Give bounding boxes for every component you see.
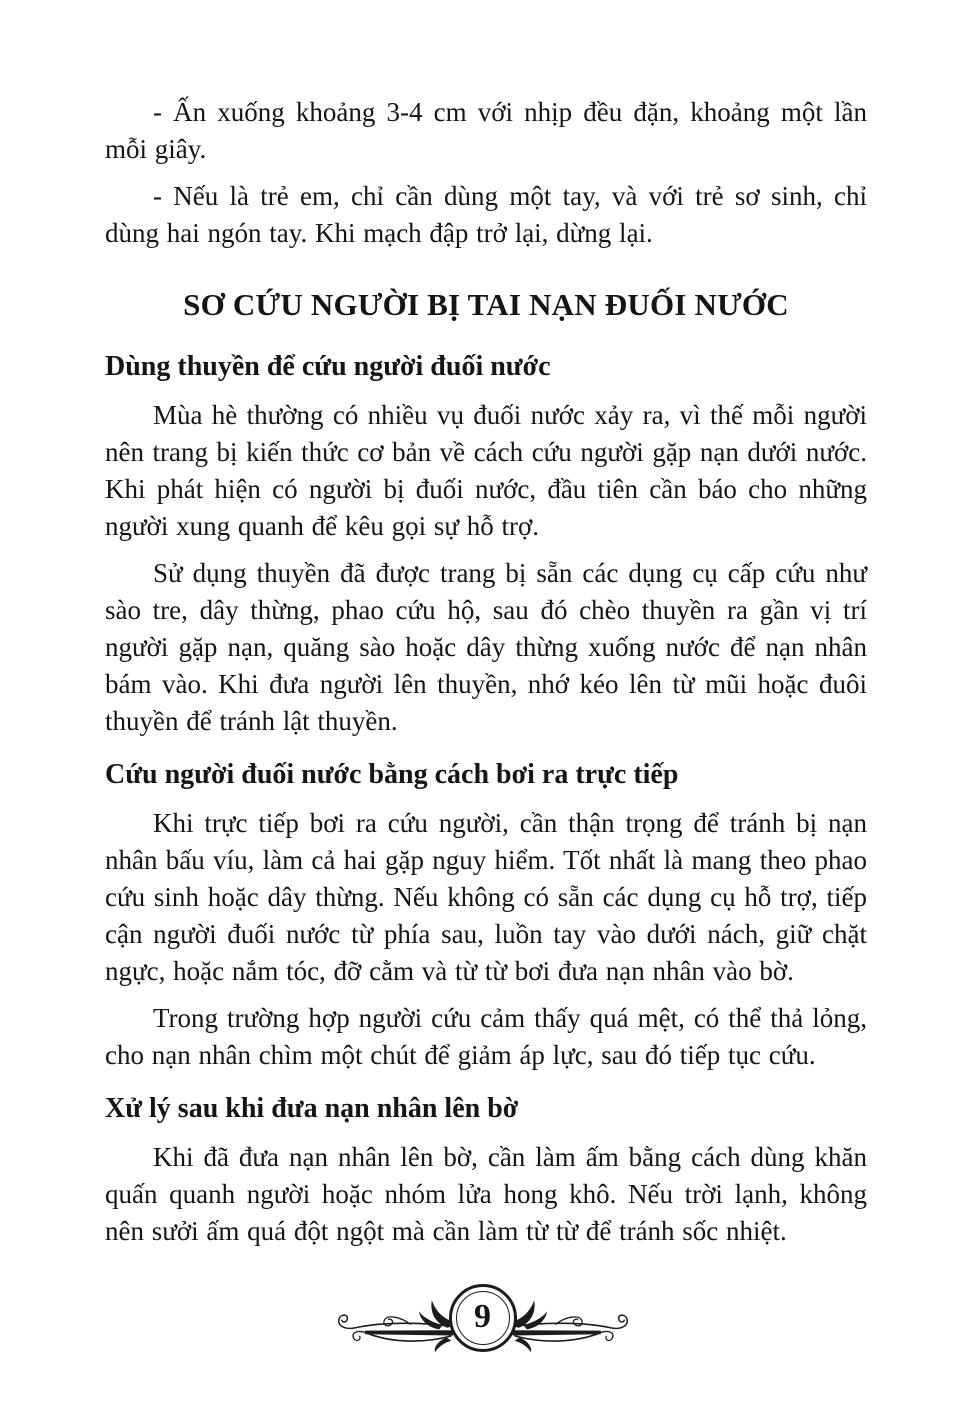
subsection-heading-ashore: Xử lý sau khi đưa nạn nhân lên bờ — [105, 1093, 519, 1124]
intro-bullet-1: - Ấn xuống khoảng 3-4 cm với nhịp đều đặn, khoảng một lần mỗi giây. — [105, 97, 867, 164]
paragraph: Khi đã đưa nạn nhân lên bờ, cần làm ấm bằng cách dùng khăn quấn quanh người hoặc nhóm lửa hong khô. Nếu trời lạnh, không nên sưởi ấm quá đột ngột mà cần làm từ từ để tránh sốc nhiệt. — [105, 1142, 867, 1246]
flourish-left-icon — [331, 1276, 453, 1360]
paragraph: Sử dụng thuyền đã được trang bị sẵn các dụng cụ cấp cứu như sào tre, dây thừng, phao cứu hộ, sau đó chèo thuyền ra gần vị trí người gặp nạn, quăng sào hoặc dây thừng xuống nước để nạn nhân bám vào. Khi đưa người lên thuyền, nhớ kéo lên từ mũi hoặc đuôi thuyền để tránh lật thuyền. — [105, 558, 867, 736]
page-number: 9 — [474, 1298, 491, 1335]
paragraph: Trong trường hợp người cứu cảm thấy quá mệt, có thể thả lỏng, cho nạn nhân chìm một chút để giảm áp lực, sau đó tiếp tục cứu. — [105, 1003, 867, 1070]
subsection-heading-boat: Dùng thuyền để cứu người đuối nước — [105, 351, 551, 382]
page-number-inner-ring — [456, 1291, 510, 1345]
paragraph: Mùa hè thường có nhiều vụ đuối nước xảy ra, vì thế mỗi người nên trang bị kiến thức cơ bản về cách cứu người gặp nạn dưới nước. Khi phát hiện có người bị đuối nước, đầu tiên cần báo cho những người xung quanh để kêu gọi sự hỗ trợ. — [105, 400, 867, 541]
section-title: SƠ CỨU NGƯỜI BỊ TAI NẠN ĐUỐI NƯỚC — [183, 287, 789, 322]
intro-bullet-2: - Nếu là trẻ em, chỉ cần dùng một tay, và với trẻ sơ sinh, chỉ dùng hai ngón tay. Khi mạch đập trở lại, dừng lại. — [105, 181, 867, 248]
footer-ornament — [0, 1276, 965, 1360]
subsection-heading-swim: Cứu người đuối nước bằng cách bơi ra trực tiếp — [105, 759, 679, 790]
page-number-circle — [449, 1284, 517, 1352]
flourish-right-icon — [513, 1276, 635, 1360]
paragraph: Khi trực tiếp bơi ra cứu người, cần thận trọng để tránh bị nạn nhân bấu víu, làm cả hai gặp nguy hiểm. Tốt nhất là mang theo phao cứu sinh hoặc dây thừng. Nếu không có sẵn các dụng cụ hỗ trợ, tiếp cận người đuối nước từ phía sau, luồn tay vào dưới nách, giữ chặt ngực, hoặc nắm tóc, đỡ cằm và từ từ bơi đưa nạn nhân vào bờ. — [105, 808, 867, 986]
